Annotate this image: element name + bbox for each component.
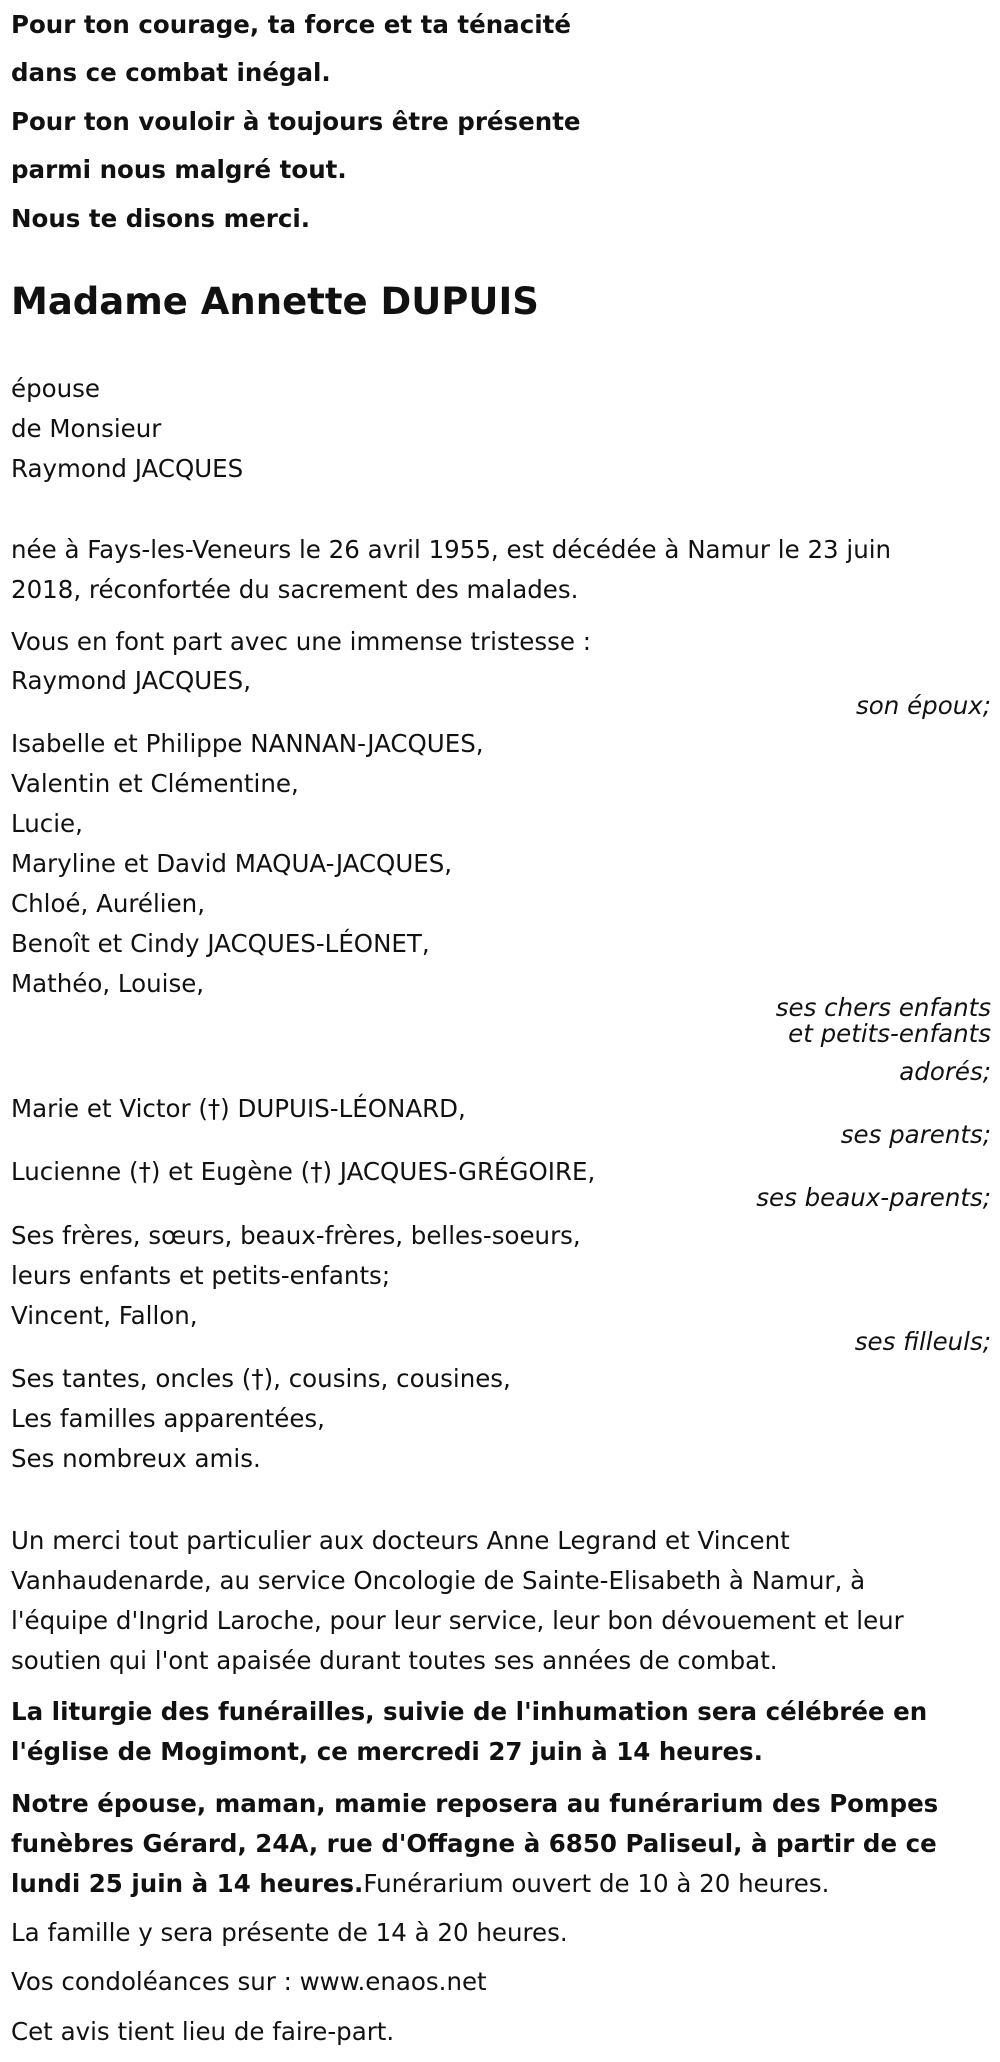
- deceased-name: Madame Annette DUPUIS: [11, 280, 539, 323]
- rest-line-3: [11, 1869, 829, 1899]
- children-line-1: Isabelle et Philippe NANNAN-JACQUES,: [11, 729, 484, 758]
- birth-death-line-2: 2018, réconfortée du sacrement des malades.: [11, 575, 579, 604]
- extended-line-1: Ses tantes, oncles (†), cousins, cousines,: [11, 1364, 511, 1393]
- parents: Marie et Victor (†) DUPUIS-LÉONARD,: [11, 1094, 466, 1123]
- poem-line-4: parmi nous malgré tout.: [11, 155, 347, 184]
- children-line-5: Chloé, Aurélien,: [11, 889, 205, 918]
- in-laws: Lucienne (†) et Eugène (†) JACQUES-GRÉGOIRE,: [11, 1157, 596, 1186]
- parents-role: ses parents;: [840, 1120, 991, 1149]
- children-line-6: Benoît et Cindy JACQUES-LÉONET,: [11, 929, 430, 958]
- siblings-line-1: Ses frères, sœurs, beaux-frères, belles-soeurs,: [11, 1221, 581, 1250]
- poem-line-3: Pour ton vouloir à toujours être présente: [11, 107, 581, 136]
- rest-line-3-normal: Funérarium ouvert de 10 à 20 heures.: [363, 1869, 830, 1898]
- siblings-line-3: Vincent, Fallon,: [11, 1301, 198, 1330]
- children-line-7: Mathéo, Louise,: [11, 969, 205, 998]
- children-line-3: Lucie,: [11, 809, 83, 838]
- extended-line-2: Les familles apparentées,: [11, 1404, 325, 1433]
- spouse-line-2: de Monsieur: [11, 414, 162, 443]
- obituary-notice: [11, 0, 991, 2062]
- notice: Cet avis tient lieu de faire-part.: [11, 2017, 395, 2046]
- godchildren-role: ses filleuls;: [854, 1327, 991, 1356]
- rest-line-3-bold: lundi 25 juin à 14 heures.: [11, 1869, 364, 1898]
- rest-line-1: Notre épouse, maman, mamie reposera au funérarium des Pompes: [11, 1789, 939, 1818]
- in-laws-role: ses beaux-parents;: [756, 1183, 991, 1212]
- liturgy-line-1: La liturgie des funérailles, suivie de l'inhumation sera célébrée en: [11, 1697, 928, 1726]
- spouse-line-1: épouse: [11, 374, 100, 403]
- children-line-4: Maryline et David MAQUA-JACQUES,: [11, 849, 453, 878]
- thanks-line-2: Vanhaudenarde, au service Oncologie de Sainte-Elisabeth à Namur, à: [11, 1566, 866, 1595]
- children-role-line-1: ses chers enfants: [775, 993, 991, 1022]
- thanks-line-4: soutien qui l'ont apaisée durant toutes ses années de combat.: [11, 1646, 778, 1675]
- husband-role: son époux;: [856, 691, 991, 720]
- children-role-line-2: et petits-enfants: [788, 1019, 991, 1048]
- poem-line-5: Nous te disons merci.: [11, 204, 311, 233]
- condolences: Vos condoléances sur : www.enaos.net: [11, 1967, 487, 1996]
- liturgy-line-2: l'église de Mogimont, ce mercredi 27 juin à 14 heures.: [11, 1737, 763, 1766]
- poem-line-1: Pour ton courage, ta force et ta ténacité: [11, 10, 571, 39]
- birth-death-line-1: née à Fays-les-Veneurs le 26 avril 1955, est décédée à Namur le 23 juin: [11, 535, 892, 564]
- thanks-line-1: Un merci tout particulier aux docteurs Anne Legrand et Vincent: [11, 1526, 790, 1555]
- family-presence: La famille y sera présente de 14 à 20 heures.: [11, 1918, 568, 1947]
- children-line-2: Valentin et Clémentine,: [11, 769, 299, 798]
- poem-line-2: dans ce combat inégal.: [11, 58, 331, 87]
- spouse-line-3: Raymond JACQUES: [11, 454, 244, 483]
- announcement: Vous en font part avec une immense tristesse :: [11, 627, 591, 656]
- husband: Raymond JACQUES,: [11, 666, 251, 695]
- rest-line-2: funèbres Gérard, 24A, rue d'Offagne à 6850 Paliseul, à partir de ce: [11, 1829, 937, 1858]
- thanks-line-3: l'équipe d'Ingrid Laroche, pour leur service, leur bon dévouement et leur: [11, 1606, 904, 1635]
- extended-line-3: Ses nombreux amis.: [11, 1444, 261, 1473]
- siblings-line-2: leurs enfants et petits-enfants;: [11, 1261, 391, 1290]
- children-role-line-3: adorés;: [899, 1057, 991, 1086]
